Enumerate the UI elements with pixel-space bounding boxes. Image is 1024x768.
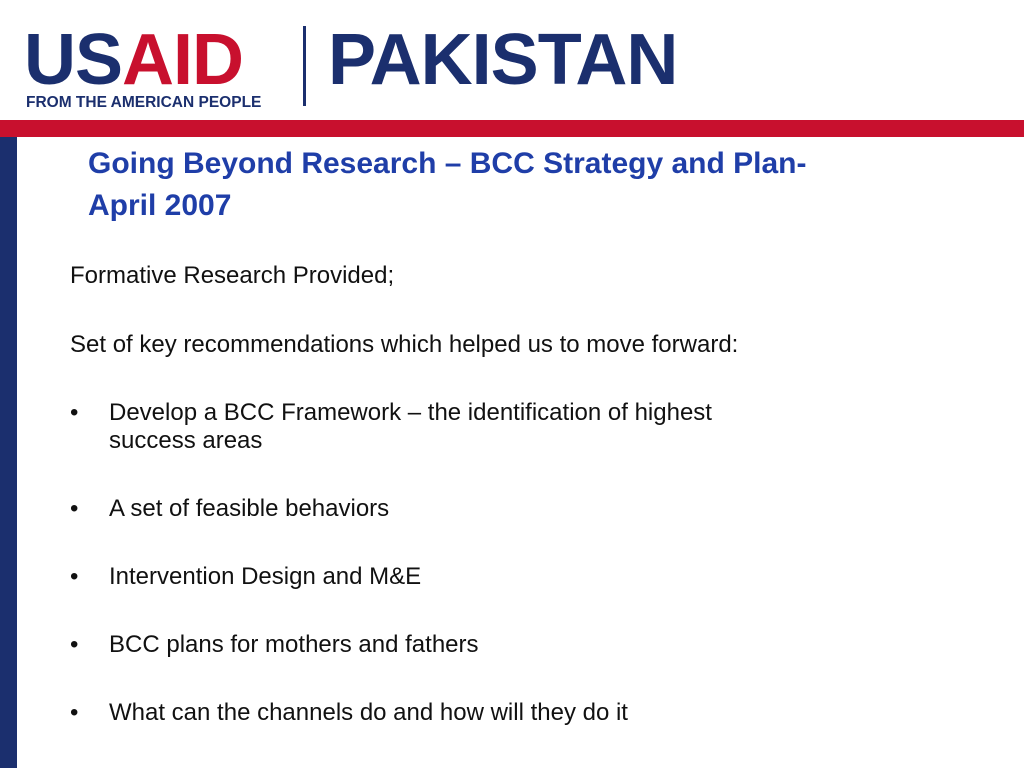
- left-navy-bar: [0, 137, 17, 768]
- bullet-text: [109, 563, 909, 591]
- bullet-text-line-1: A set of feasible behaviors: [109, 495, 390, 522]
- logo-us: US: [24, 20, 123, 100]
- slide-title-line-2: April 2007: [88, 189, 232, 222]
- logo-tagline: FROM THE AMERICAN PEOPLE: [26, 94, 262, 111]
- bullet-text-line-1: Develop a BCC Framework – the identification of highest: [109, 399, 712, 426]
- bullet-text-line-1: BCC plans for mothers and fathers: [109, 631, 479, 658]
- logo-wordmark-usaid: [24, 22, 243, 98]
- usaid-pakistan-logo: [24, 22, 744, 116]
- bullet-text-line-1: What can the channels do and how will they do it: [109, 699, 628, 726]
- bullet-dot-icon: •: [70, 631, 79, 658]
- slide-title: [88, 143, 968, 227]
- bullet-text: [109, 495, 909, 523]
- bullet-text-line-2: success areas: [109, 427, 263, 454]
- bullet-text-line-1: Intervention Design and M&E: [109, 563, 422, 590]
- slide-title-line-1: Going Beyond Research – BCC Strategy and Plan-: [88, 147, 807, 180]
- bullet-dot-icon: •: [70, 399, 79, 426]
- header-red-band: [0, 120, 1024, 137]
- bullet-text: [109, 631, 909, 659]
- paragraph-key-recommendations: Set of key recommendations which helped us to move forward:: [70, 331, 739, 358]
- bullet-text: [109, 399, 909, 455]
- paragraph-formative-research: Formative Research Provided;: [70, 262, 395, 289]
- bullet-dot-icon: •: [70, 495, 79, 522]
- logo-divider: [303, 26, 306, 106]
- bullet-dot-icon: •: [70, 699, 79, 726]
- bullet-dot-icon: •: [70, 563, 79, 590]
- bullet-text: [109, 699, 909, 727]
- logo-aid: AID: [122, 20, 244, 100]
- logo-country: PAKISTAN: [328, 20, 678, 100]
